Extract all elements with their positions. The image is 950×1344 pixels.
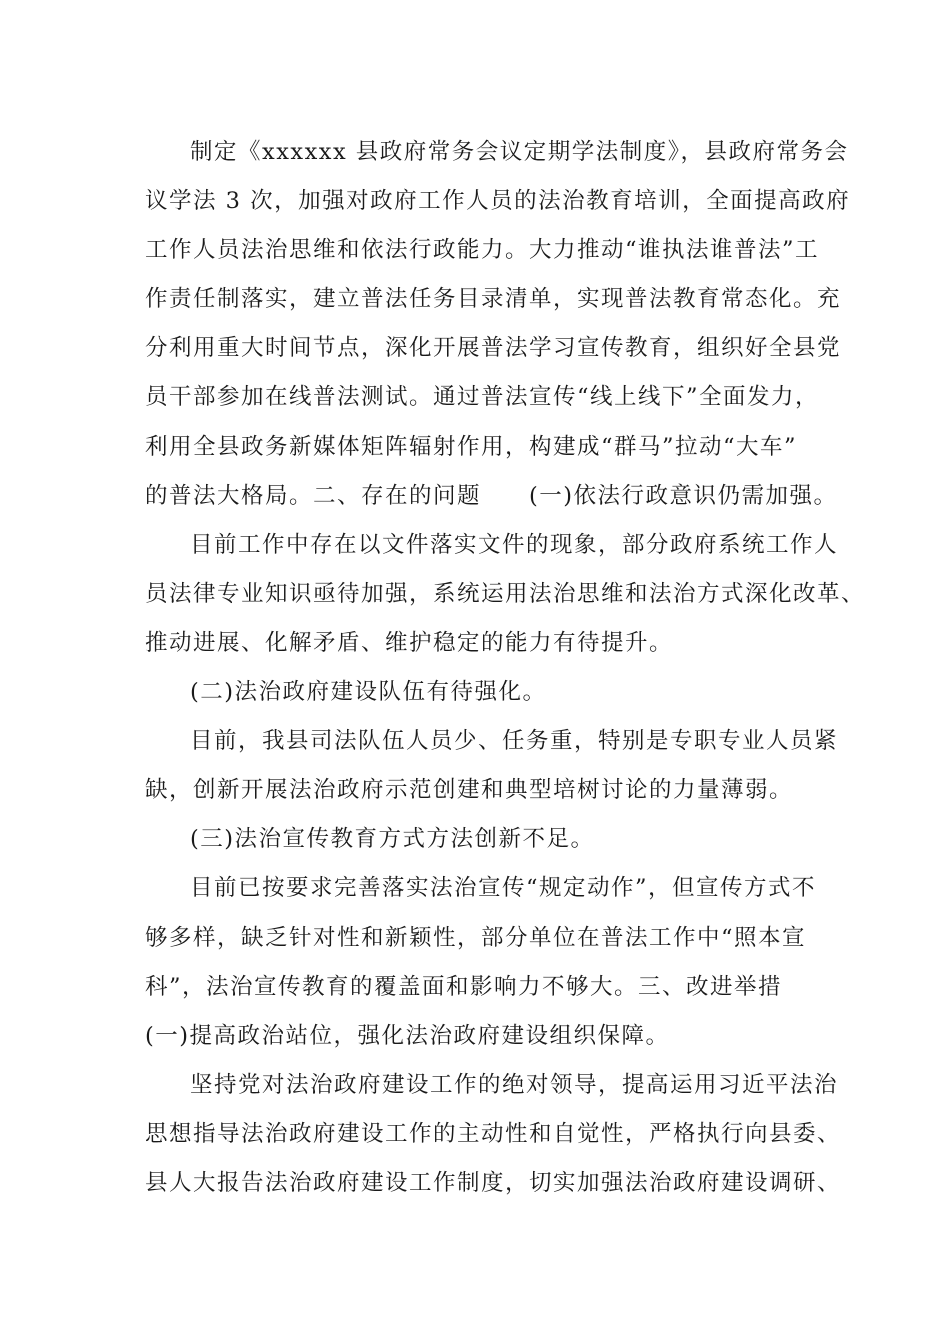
text-line: 坚持党对法治政府建设工作的绝对领导，提高运用习近平法治 xyxy=(190,1071,839,1098)
document-body xyxy=(145,128,866,1208)
text-line: 目前工作中存在以文件落实文件的现象，部分政府系统工作人 xyxy=(190,531,839,558)
text-line: 制定《xxxxxx 县政府常务会议定期学法制度》，县政府常务会 xyxy=(190,139,849,165)
text-line: 思想指导法治政府建设工作的主动性和自觉性，严格执行向县委、 xyxy=(145,1120,842,1147)
text-line: 工作人员法治思维和依法行政能力。大力推动“谁执法谁普法”工 xyxy=(145,237,820,264)
text-line: 目前，我县司法队伍人员少、任务重，特别是专职专业人员紧 xyxy=(190,728,839,755)
text-line: 员干部参加在线普法测试。通过普法宣传“线上线下”全面发力， xyxy=(145,384,820,411)
text-line: 目前已按要求完善落实法治宣传“规定动作”，但宣传方式不 xyxy=(190,875,817,902)
text-line: 的普法大格局。二、存在的问题 (一)依法行政意识仍需加强。 xyxy=(145,482,838,509)
text-line: 科”，法治宣传教育的覆盖面和影响力不够大。三、改进举措 xyxy=(145,973,783,1000)
text-line: 议学法 3 次，加强对政府工作人员的法治教育培训，全面提高政府 xyxy=(145,188,851,215)
text-line: 利用全县政务新媒体矩阵辐射作用，构建成“群马”拉动“大车” xyxy=(145,433,798,460)
text-line: 作责任制落实，建立普法任务目录清单，实现普法教育常态化。充 xyxy=(145,286,842,313)
text-line: 县人大报告法治政府建设工作制度，切实加强法治政府建设调研、 xyxy=(145,1169,842,1196)
text-line: 推动进展、化解矛盾、维护稳定的能力有待提升。 xyxy=(145,629,674,656)
text-line: 分利用重大时间节点，深化开展普法学习宣传教育，组织好全县党 xyxy=(145,335,842,362)
section-heading: (三)法治宣传教育方式方法创新不足。 xyxy=(190,826,595,853)
text-line: 够多样，缺乏针对性和新颖性，部分单位在普法工作中“照本宣 xyxy=(145,924,807,951)
section-heading: (二)法治政府建设队伍有待强化。 xyxy=(190,679,547,706)
text-line: 缺，创新开展法治政府示范创建和典型培树讨论的力量薄弱。 xyxy=(145,777,794,804)
text-line: 员法律专业知识亟待加强，系统运用法治思维和法治方式深化改革、 xyxy=(145,580,866,607)
section-heading: (一)提高政治站位，强化法治政府建设组织保障。 xyxy=(145,1022,670,1049)
